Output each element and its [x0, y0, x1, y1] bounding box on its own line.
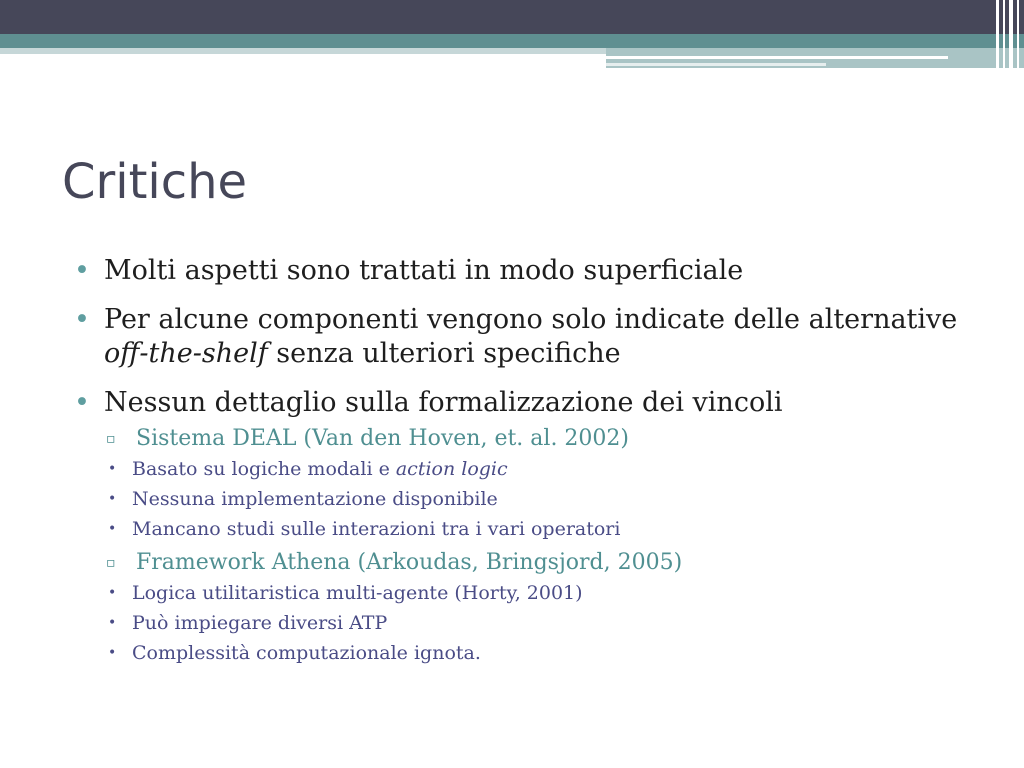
bullet-icon: • [74, 387, 90, 418]
sub-bullet-item [104, 578, 974, 608]
bullet-text-emphasis: off-the-shelf [104, 338, 268, 369]
slide-title: Critiche [62, 154, 248, 210]
slide-content [74, 254, 974, 668]
subsection-text: Framework Athena (Arkoudas, Bringsjord, 2005) [136, 550, 683, 575]
bullet-icon: • [74, 304, 90, 335]
header-light-bar [0, 48, 606, 54]
sub-bullet-text: Basato su logiche modali e [132, 458, 396, 480]
square-bullet-icon: ▫ [106, 555, 116, 571]
dot-bullet-icon: • [108, 585, 117, 601]
subsection-item [106, 424, 974, 454]
sub-bullet-item [104, 638, 974, 668]
bullet-text-tail: senza ulteriori specifiche [267, 338, 621, 369]
dot-bullet-icon: • [108, 645, 117, 661]
subsection-list [74, 424, 974, 668]
dot-bullet-icon: • [108, 615, 117, 631]
header-dark-bar [0, 0, 1024, 34]
bullet-list [74, 254, 974, 420]
dot-bullet-icon: • [108, 491, 117, 507]
sub-bullet-text: Logica utilitaristica multi-agente (Horty, 2001) [132, 582, 583, 604]
header-vertical-stripes [992, 0, 1024, 70]
header-accent-line-2 [606, 63, 826, 66]
sub-bullet-item [104, 514, 974, 544]
sub-bullet-text: Mancano studi sulle interazioni tra i vari operatori [132, 518, 621, 540]
header-accent-line [606, 56, 948, 59]
header-teal-bar [0, 34, 1024, 48]
sub-bullet-item [104, 608, 974, 638]
bullet-item [74, 303, 974, 371]
sub-bullet-text: Complessità computazionale ignota. [132, 642, 481, 664]
bullet-item [74, 386, 974, 420]
bullet-icon: • [74, 255, 90, 286]
bullet-text: Molti aspetti sono trattati in modo superficiale [104, 255, 744, 286]
sub-bullet-text: Può impiegare diversi ATP [132, 612, 388, 634]
sub-bullet-item [104, 454, 974, 484]
square-bullet-icon: ▫ [106, 431, 116, 447]
sub-bullet-item [104, 484, 974, 514]
bullet-item [74, 254, 974, 288]
bullet-text: Per alcune componenti vengono solo indicate delle alternative [104, 304, 958, 335]
sub-bullet-text: Nessuna implementazione disponibile [132, 488, 498, 510]
subsection-item [106, 548, 974, 578]
subsection-text: Sistema DEAL (Van den Hoven, et. al. 2002) [136, 426, 630, 451]
sub-bullet-emphasis: action logic [395, 458, 508, 480]
bullet-text: Nessun dettaglio sulla formalizzazione dei vincoli [104, 387, 783, 418]
dot-bullet-icon: • [108, 461, 117, 477]
dot-bullet-icon: • [108, 521, 117, 537]
